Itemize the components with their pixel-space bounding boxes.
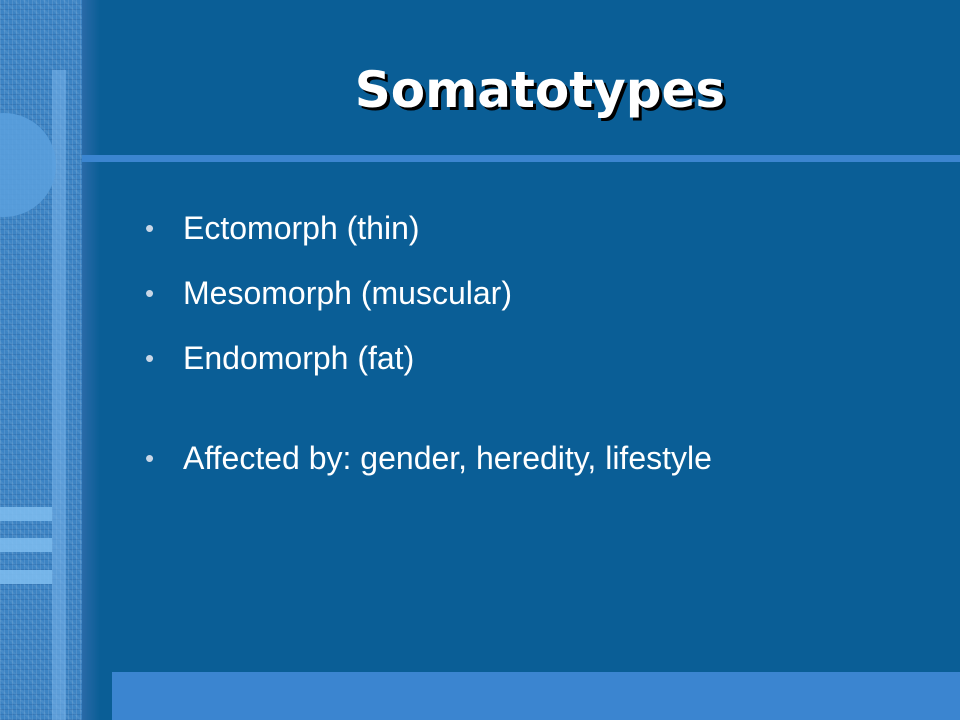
bullet-text: Endomorph (fat)	[183, 340, 415, 376]
bullet-text: Affected by: gender, heredity, lifestyle	[183, 440, 712, 476]
title-underline-bar	[82, 155, 960, 162]
bullet-dot-icon: •	[145, 213, 155, 243]
bullet-dot-icon: •	[145, 443, 155, 473]
footer-bar	[112, 672, 960, 720]
decorative-stripe	[0, 570, 52, 584]
decorative-textured-band	[0, 0, 82, 720]
bullet-item	[145, 440, 925, 477]
bullet-text: Mesomorph (muscular)	[183, 275, 512, 311]
slide-title: Somatotypes	[354, 61, 726, 119]
bullet-dot-icon: •	[145, 343, 155, 373]
bullet-item	[145, 275, 925, 312]
decorative-stripe	[0, 507, 52, 521]
band-shadow	[82, 0, 100, 720]
bullet-item	[145, 340, 925, 377]
bullet-text: Ectomorph (thin)	[183, 210, 420, 246]
bullet-list	[145, 210, 925, 505]
bullet-dot-icon: •	[145, 278, 155, 308]
decorative-stripe	[0, 538, 52, 552]
bullet-item	[145, 210, 925, 247]
